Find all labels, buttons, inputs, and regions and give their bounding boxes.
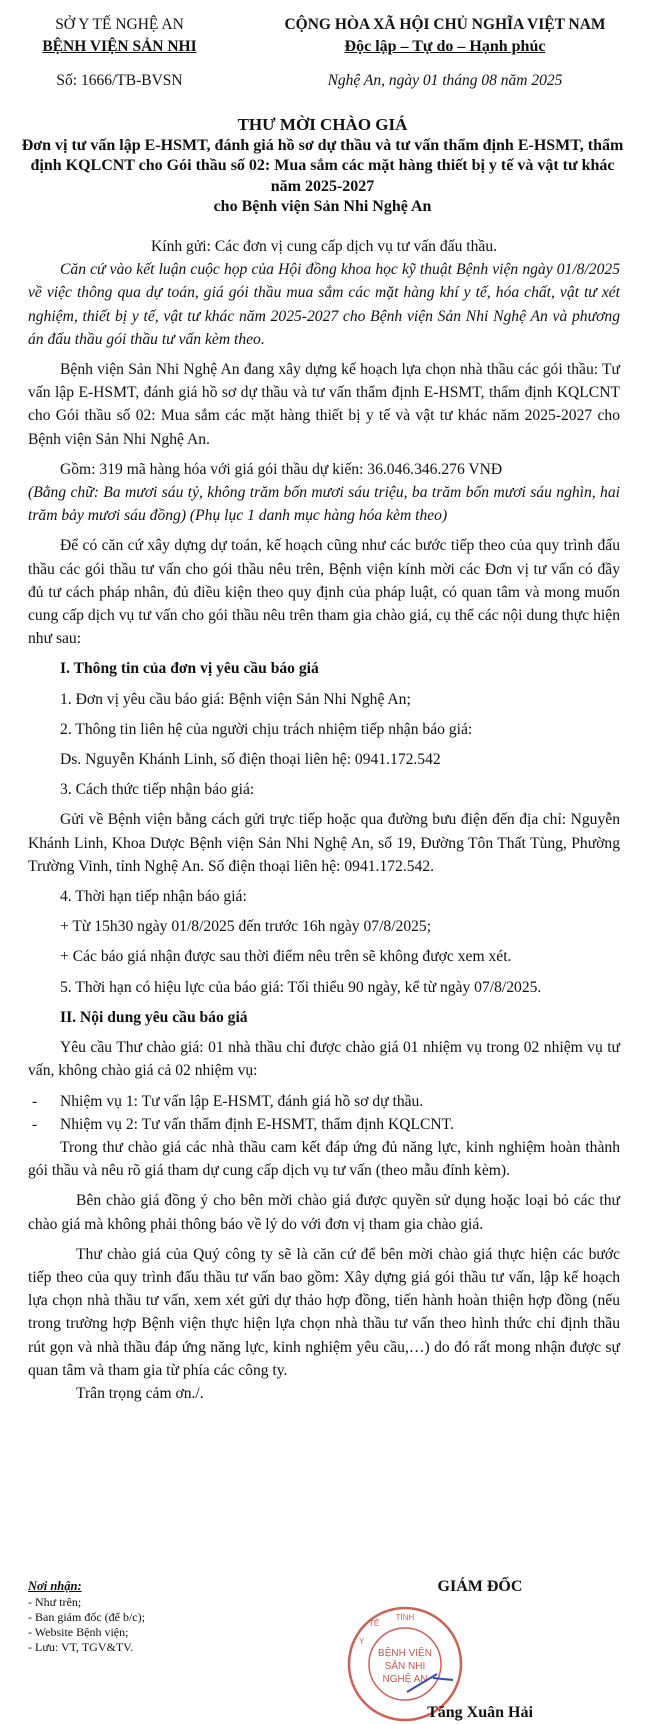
signer-name: Tăng Xuân Hải	[427, 1704, 533, 1721]
task-2: - Nhiệm vụ 2: Tư vấn thẩm định E-HSMT, thẩm định KQLCNT.	[28, 1113, 620, 1136]
section-heading-2: II. Nội dung yêu cầu báo giá	[60, 1008, 248, 1026]
hospital-name: BỆNH VIỆN SẢN NHI	[42, 38, 197, 55]
item-1-4-a: + Từ 15h30 ngày 01/8/2025 đến trước 16h ngày 07/8/2025;	[60, 918, 432, 936]
svg-text:TẾ: TẾ	[369, 1619, 380, 1628]
paragraph-agreement: Bên chào giá đồng ý cho bên mời chào giá được quyền sử dụng hoặc loại bỏ các thư chào giá mà không phải thông báo về lý do với đơn vị tham gia chào giá.	[28, 1192, 620, 1233]
paragraph-basis: Căn cứ vào kết luận cuộc họp của Hội đồng khoa học kỹ thuật Bệnh viện ngày 01/8/2025 về việc thông qua dự toán, giá gói thầu mua sắm các mặt hàng khí y tế, hóa chất, vật tư xét nghiệm, thiết bị y tế, vật tư khác năm 2025-2027 cho Bệnh viện Sản Nhi Nghệ An và phương án đấu thầu gói thầu tư vấn kèm theo.	[28, 261, 620, 348]
recipient-item: - Lưu: VT, TGV&TV.	[28, 1640, 134, 1654]
issue-date: Nghệ An, ngày 01 tháng 08 năm 2025	[327, 72, 563, 89]
title-main: THƯ MỜI CHÀO GIÁ	[237, 115, 408, 134]
paragraph-next-steps: Thư chào giá của Quý công ty sẽ là căn cứ để bên mời chào giá thực hiện các bước tiếp theo của quy trình đấu thầu tư vấn bao gồm: Xây dựng giá gói thầu tư vấn, lập kế hoạch lựa chọn nhà thầu tư vấn, xem xét gửi dự thảo hợp đồng, tiến hành hoàn thiện hợp đồng (nếu trong trường hợp Bệnh viện thực hiện lựa chọn nhà thầu tư vấn theo hình thức chỉ định thầu rút gọn và nhà thầu đáp ứng năng lực, kinh nghiệm yêu cầu,…) do đó rất mong nhận được sự quan tâm và tham gia từ phía các công ty.	[28, 1245, 620, 1379]
recipients-list	[28, 1578, 288, 1655]
recipient-item: - Website Bệnh viện;	[28, 1625, 129, 1639]
country-name: CỘNG HÒA XÃ HỘI CHỦ NGHĨA VIỆT NAM	[284, 16, 606, 33]
item-1-4-b: + Các báo giá nhận được sau thời điểm nêu trên sẽ không được xem xét.	[60, 948, 512, 966]
item-1-3-address: Gửi về Bệnh viện bằng cách gửi trực tiếp hoặc qua đường bưu điện đến địa chỉ: Nguyễn Khánh Linh, Khoa Dược Bệnh viện Sản Nhi Nghệ An, số 19, Đường Tôn Thất Tùng, Phường Trường Vinh, tỉnh Nghệ An. Số điện thoại liên hệ: 0941.172.542.	[28, 811, 620, 875]
svg-text:NGHỆ AN: NGHỆ AN	[382, 1674, 428, 1685]
item-1-4: 4. Thời hạn tiếp nhận báo giá:	[60, 888, 247, 906]
recipient-item: - Ban giám đốc (để b/c);	[28, 1610, 145, 1624]
paragraph-requirement: Yêu cầu Thư chào giá: 01 nhà thầu chỉ được chào giá 01 nhiệm vụ trong 02 nhiệm vụ tư vấn, không chào giá cả 02 nhiệm vụ:	[28, 1039, 620, 1080]
svg-text:BỆNH VIỆN: BỆNH VIỆN	[378, 1648, 432, 1659]
task-1: - Nhiệm vụ 1: Tư vấn lập E-HSMT, đánh giá hồ sơ dự thầu.	[28, 1090, 620, 1113]
section-heading-1: I. Thông tin của đơn vị yêu cầu báo giá	[60, 660, 319, 678]
document-body	[28, 235, 620, 1405]
closing-thanks: Trân trọng cảm ơn./.	[76, 1384, 204, 1402]
svg-text:Y: Y	[359, 1637, 365, 1646]
svg-text:SẢN NHI: SẢN NHI	[384, 1661, 426, 1672]
item-1-2-contact: Ds. Nguyễn Khánh Linh, số điện thoại liên hệ: 0941.172.542	[60, 751, 441, 769]
paragraph-invitation: Để có căn cứ xây dựng dự toán, kế hoạch cũng như các bước tiếp theo của quy trình đấu thầu các gói thầu tư vấn cho gói thầu nêu trên, Bệnh viện kính mời các Đơn vị tư vấn có đầy đủ tư cách pháp nhân, đủ điều kiện theo quy định của pháp luật, có quan tâm và mong muốn cung cấp dịch vụ tư vấn cho gói thầu nêu trên tham gia chào giá, cụ thể các nội dung thực hiện như sau:	[28, 537, 620, 648]
title-subject: Đơn vị tư vấn lập E-HSMT, đánh giá hồ sơ dự thầu và tư vấn thẩm định E-HSMT, thẩm định KQLCNT cho Gói thầu số 02: Mua sắm các mặt hàng thiết bị y tế và vật tư khác năm 2025-2027	[21, 136, 624, 195]
recipient-item: - Như trên;	[28, 1595, 82, 1609]
paragraph-total: Gồm: 319 mã hàng hóa với giá gói thầu dự kiến: 36.046.346.276 VNĐ	[60, 460, 503, 478]
ministry-name: SỞ Y TẾ NGHỆ AN	[55, 16, 184, 33]
item-1-5: 5. Thời hạn có hiệu lực của báo giá: Tối thiểu 90 ngày, kể từ ngày 07/8/2025.	[60, 978, 542, 996]
svg-text:TỈNH: TỈNH	[395, 1613, 415, 1622]
national-header	[270, 14, 620, 92]
signer-role: GIÁM ĐỐC	[437, 1578, 523, 1595]
document-number: Số: 1666/TB-BVSN	[56, 72, 183, 89]
national-motto: Độc lập – Tự do – Hạnh phúc	[344, 38, 546, 55]
item-1-2: 2. Thông tin liên hệ của người chịu trách nhiệm tiếp nhận báo giá:	[60, 720, 473, 738]
title-recipient: cho Bệnh viện Sản Nhi Nghệ An	[213, 198, 432, 215]
greeting: Kính gửi: Các đơn vị cung cấp dịch vụ tư vấn đấu thầu.	[150, 238, 498, 255]
item-1-3: 3. Cách thức tiếp nhận báo giá:	[60, 781, 255, 799]
issuer-block	[22, 14, 217, 92]
document-title	[20, 115, 625, 218]
paragraph-plan: Bệnh viện Sản Nhi Nghệ An đang xây dựng kế hoạch lựa chọn nhà thầu các gói thầu: Tư vấn lập E-HSMT, đánh giá hồ sơ dự thầu và tư vấn thẩm định E-HSMT, thẩm định KQLCNT cho Gói thầu số 02: Mua sắm các mặt hàng thiết bị y tế và vật tư khác năm 2025-2027 cho Bệnh viện Sản Nhi Nghệ An.	[28, 361, 620, 448]
recipients-label: Nơi nhận:	[28, 1579, 82, 1593]
paragraph-amount-in-words: (Bằng chữ: Ba mươi sáu tỷ, không trăm bốn mươi sáu triệu, ba trăm bốn mươi sáu nghìn, hai trăm bảy mươi sáu đồng) (Phụ lục 1 danh mục hàng hóa kèm theo)	[28, 484, 620, 525]
paragraph-commitment: Trong thư chào giá các nhà thầu cam kết đáp ứng đủ năng lực, kinh nghiệm hoàn thành gói thầu và nêu rõ giá tham dự cung cấp dịch vụ tư vấn (theo mẫu đính kèm).	[28, 1138, 620, 1180]
item-1-1: 1. Đơn vị yêu cầu báo giá: Bệnh viện Sản Nhi Nghệ An;	[60, 690, 411, 708]
